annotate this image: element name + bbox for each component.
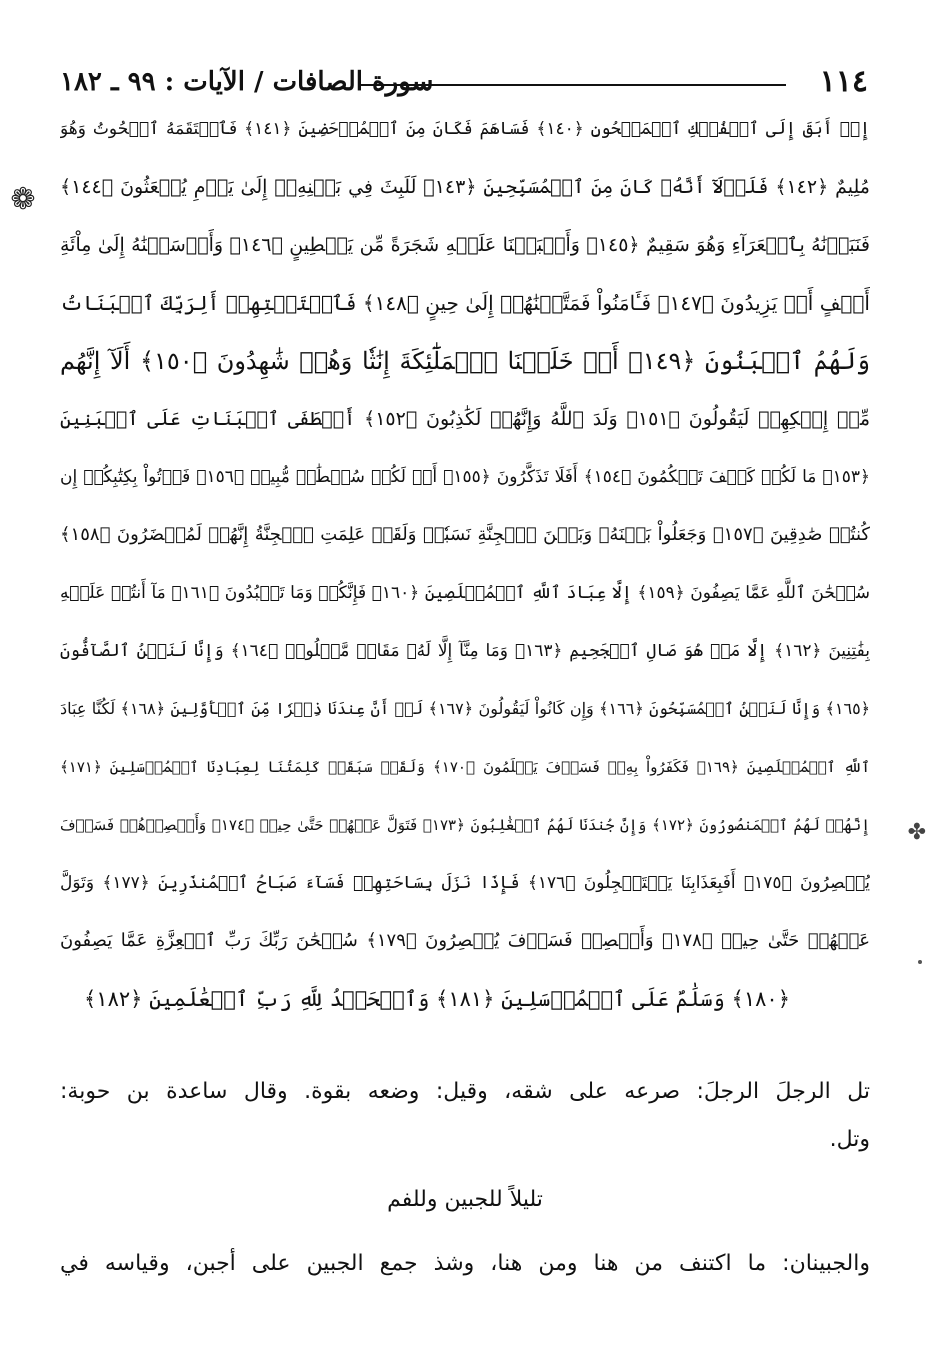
verse-line: ﴿١٦٥﴾ وَإِنَّا لَنَحۡنُ ٱلۡمُسَبِّحُونَ ﴿١٦٦﴾ وَإِن كَانُواْ لَيَقُولُونَ ﴿١٦٧﴾ لَوۡ أَنَّ عِندَنَا ذِكۡرٗا مِّنَ ٱلۡأَوَّلِينَ ﴿١٦٨﴾ لَكُنَّا عِبَادَ: [60, 699, 870, 718]
flower-ornament-icon: ❁: [10, 182, 36, 217]
verse-line: ﴿١٥٣﴾ مَا لَكُمۡ كَيۡفَ تَحۡكُمُونَ ﴿١٥٤﴾ أَفَلَا تَذَكَّرُونَ ﴿١٥٥﴾ أَمۡ لَكُمۡ سُلۡطَٰنٞ مُّبِينٞ ﴿١٥٦﴾ فَأۡتُواْ بِكِتَٰبِكُمۡ إِن: [60, 467, 870, 487]
verse-line: فَنَبَذۡنَٰهُ بِٱلۡعَرَآءِ وَهُوَ سَقِيمٌ ﴿١٤٥﴾ وَأَنۢبَتۡنَا عَلَيۡهِ شَجَرَةً مِّن يَقۡطِينٍ ﴿١٤٦﴾ وَأَرۡسَلۡنَٰهُ إِلَىٰ مِاْئَةِ: [60, 234, 870, 256]
verse-line: مِّنۡ إِفۡكِهِمۡ لَيَقُولُونَ ﴿١٥١﴾ وَلَدَ ٱللَّهُ وَإِنَّهُمۡ لَكَٰذِبُونَ ﴿١٥٢﴾ أَصۡطَفَى ٱلۡبَنَاتِ عَلَى ٱلۡبَنِينَ: [60, 408, 870, 430]
verse-line: ﴿١٨٠﴾ وَسَلَٰمٌ عَلَى ٱلۡمُرۡسَلِينَ ﴿١٨١﴾ وَٱلۡحَمۡدُ لِلَّهِ رَبِّ ٱلۡعَٰلَمِينَ ﴿١٨٢﴾: [83, 987, 790, 1011]
verse-line: إِذۡ أَبَقَ إِلَى ٱلۡفُلۡكِ ٱلۡمَشۡحُونِ ﴿١٤٠﴾ فَسَاهَمَ فَكَانَ مِنَ ٱلۡمُدۡحَضِينَ ﴿١٤١﴾ فَٱلۡتَقَمَهُ ٱلۡحُوتُ وَهُوَ: [60, 119, 870, 139]
verse-line: عَنۡهُمۡ حَتَّىٰ حِينٖ ﴿١٧٨﴾ وَأَبۡصِرۡ فَسَوۡفَ يُبۡصِرُونَ ﴿١٧٩﴾ سُبۡحَٰنَ رَبِّكَ رَبِّ ٱلۡعِزَّةِ عَمَّا يَصِفُونَ: [60, 930, 870, 951]
page-header: [60, 64, 868, 100]
verse-block: [60, 100, 870, 1028]
page-number: ١١٤: [819, 64, 868, 99]
verse-line: كُنتُمۡ صَٰدِقِينَ ﴿١٥٧﴾ وَجَعَلُواْ بَيۡنَهُۥ وَبَيۡنَ ٱلۡجِنَّةِ نَسَبٗاۚ وَلَقَدۡ عَلِمَتِ ٱلۡجِنَّةُ إِنَّهُمۡ لَمُحۡضَرُونَ ﴿١٥٨﴾: [60, 524, 870, 545]
verse-line: مُلِيمٌ ﴿١٤٢﴾ فَلَوۡلَآ أَنَّهُۥ كَانَ مِنَ ٱلۡمُسَبِّحِينَ ﴿١٤٣﴾ لَلَبِثَ فِي بَطۡنِهِۦٓ إِلَىٰ يَوۡمِ يُبۡعَثُونَ ﴿١٤٤﴾: [60, 176, 870, 198]
poetry-verse: تليلاً للجبين وللفم: [387, 1187, 543, 1212]
verse-line: إِنَّهُمۡ لَهُمُ ٱلۡمَنصُورُونَ ﴿١٧٢﴾ وَإِنَّ جُندَنَا لَهُمُ ٱلۡغَٰلِبُونَ ﴿١٧٣﴾ فَتَوَلَّ عَنۡهُمۡ حَتَّىٰ حِينٖ ﴿١٧٤﴾ وَأَبۡصِرۡهُمۡ فَسَوۡفَ: [60, 816, 870, 834]
verse-line: ٱللَّهِ ٱلۡمُخۡلَصِينَ ﴿١٦٩﴾ فَكَفَرُواْ بِهِۦۖ فَسَوۡفَ يَعۡلَمُونَ ﴿١٧٠﴾ وَلَقَدۡ سَبَقَتۡ كَلِمَتُنَا لِعِبَادِنَا ٱلۡمُرۡسَلِينَ ﴿١٧١﴾: [60, 758, 870, 776]
commentary-block: [60, 1068, 870, 1288]
commentary-line: والجبينان: ما اكتنف من هنا ومن هنا، وشذ جمع الجبين على أجبن، وقياسه في: [60, 1251, 870, 1276]
surah-title: سورة الصافات / الآيات : ٩٩ ـ ١٨٢: [60, 67, 434, 97]
verse-line: وَلَهُمُ ٱلۡبَنُونَ ﴿١٤٩﴾ أَمۡ خَلَقۡنَا ٱلۡمَلَٰٓئِكَةَ إِنَٰثٗا وَهُمۡ شَٰهِدُونَ ﴿١٥٠﴾ أَلَآ إِنَّهُم: [60, 347, 870, 375]
commentary-line: تل الرجلَ الرجلَ: صرعه على شقه، وقيل: وضعه بقوة. وقال ساعدة بن حوبة:: [60, 1079, 870, 1104]
scan-mark: ✤: [907, 820, 926, 845]
verse-line: أَلۡفٍ أَوۡ يَزِيدُونَ ﴿١٤٧﴾ فَـَٔامَنُواْ فَمَتَّعۡنَٰهُمۡ إِلَىٰ حِينٍ ﴿١٤٨﴾ فَٱسۡتَفۡتِهِمۡ أَلِرَبِّكَ ٱلۡبَنَاتُ: [60, 291, 870, 315]
scan-dot: [918, 960, 922, 964]
commentary-line: وتل.: [829, 1127, 870, 1152]
verse-line: بِفَٰتِنِينَ ﴿١٦٢﴾ إِلَّا مَنۡ هُوَ صَالِ ٱلۡجَحِيمِ ﴿١٦٣﴾ وَمَا مِنَّآ إِلَّا لَهُۥ مَقَامٞ مَّعۡلُومٞ ﴿١٦٤﴾ وَإِنَّا لَنَحۡنُ ٱلصَّآفُّونَ: [60, 641, 870, 661]
verse-line: يُبۡصِرُونَ ﴿١٧٥﴾ أَفَبِعَذَابِنَا يَسۡتَعۡجِلُونَ ﴿١٧٦﴾ فَإِذَا نَزَلَ بِسَاحَتِهِمۡ فَسَآءَ صَبَاحُ ٱلۡمُنذَرِينَ ﴿١٧٧﴾ وَتَوَلَّ: [60, 873, 870, 893]
verse-line: سُبۡحَٰنَ ٱللَّهِ عَمَّا يَصِفُونَ ﴿١٥٩﴾ إِلَّا عِبَادَ ٱللَّهِ ٱلۡمُخۡلَصِينَ ﴿١٦٠﴾ فَإِنَّكُمۡ وَمَا تَعۡبُدُونَ ﴿١٦١﴾ مَآ أَنتُمۡ عَلَيۡهِ: [60, 583, 870, 603]
